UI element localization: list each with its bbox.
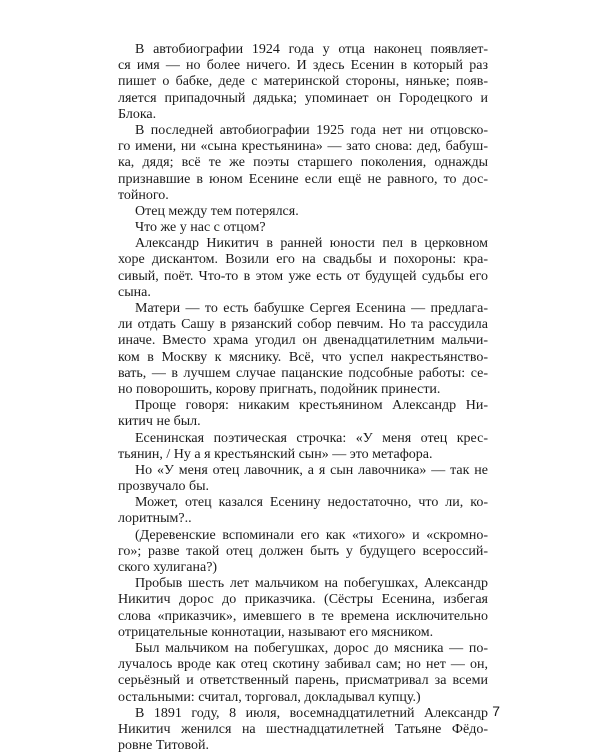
text-line: Александр Никитич в ранней юности пел в церковном xyxy=(135,236,488,252)
text-line: но поворошить, корову пригнать, подойник принести. xyxy=(118,381,441,397)
text-line: ком в Москву к мяснику. Всё, что успел накрестьянство- xyxy=(118,349,488,365)
text-line: (Деревенские вспоминали его как «тихого» и «скромно- xyxy=(135,527,488,543)
text-line: ровне Титовой. xyxy=(118,738,209,754)
text-line: го»; разве такой отец должен быть у будущего всероссий- xyxy=(118,543,488,559)
text-line: го имени, ни «сына крестьянина» — зато снова: дед, бабуш- xyxy=(118,139,488,155)
text-line: пишет о бабке, деде с материнской стороны, няньке; появ- xyxy=(118,74,488,90)
text-line: Никитич женился на шестнадцатилетней Татьяне Фёдо- xyxy=(118,721,488,737)
text-line: Проще говоря: никаким крестьянином Александр Ни- xyxy=(135,398,488,414)
text-line: ся имя — но более ничего. И здесь Есенин в который раз xyxy=(118,58,488,74)
text-line: Что же у нас с отцом? xyxy=(135,220,266,236)
text-line: тьянин, / Ну а я крестьянский сын» — это метафора. xyxy=(118,446,433,462)
text-line: Пробыв шесть лет мальчиком на побегушках, Александр xyxy=(135,576,488,592)
text-line: остальными: считал, торговал, докладывал купцу.) xyxy=(118,689,421,705)
text-line: хоре дискантом. Возили его на свадьбы и похороны: кра- xyxy=(118,252,488,268)
text-line: Может, отец казался Есенину недостаточно, что ли, ко- xyxy=(135,495,488,511)
text-line: признавшие в юном Есенине если ещё не равного, то дос- xyxy=(118,171,488,187)
text-line: китич не был. xyxy=(118,414,201,430)
text-line: тойного. xyxy=(118,187,169,203)
text-line: ли отдать Сашу в рязанский собор певчим. Но та рассудила xyxy=(118,317,488,333)
text-line: ка, дядя; всё те же поэты старшего поколения, однажды xyxy=(118,155,488,171)
text-line: В последней автобиографии 1925 года нет ни отцовско- xyxy=(135,122,488,138)
text-line: Блока. xyxy=(118,106,157,122)
body-text xyxy=(118,42,488,754)
text-line: вать, — в лучшем случае пацанские подсобные работы: се- xyxy=(118,365,488,381)
text-line: ского хулигана?) xyxy=(118,560,218,575)
text-line: Матери — то есть бабушке Сергея Есенина — предлага- xyxy=(135,301,488,316)
text-line: отрицательные коннотации, называют его мясником. xyxy=(118,624,434,640)
text-line: прозвучало бы. xyxy=(118,479,210,495)
text-line: серьёзный и ответственный парень, присматривал за всеми xyxy=(118,673,488,689)
text-line: ляется припадочный дядька; упоминает он Городецкого и xyxy=(118,90,488,106)
text-line: В 1891 году, 8 июля, восемнадцатилетний Александр xyxy=(135,705,488,721)
text-line: лоритным?.. xyxy=(118,511,192,527)
text-line: Есенинская поэтическая строчка: «У меня отец крес- xyxy=(135,430,488,446)
text-line: иначе. Вместо храма угодил он двенадцатилетним мальчи- xyxy=(118,333,488,349)
text-line: сына. xyxy=(118,284,151,300)
text-line: В автобиографии 1924 года у отца наконец появляет- xyxy=(135,42,488,57)
text-line: Но «У меня отец лавочник, а я сын лавочника» — так не xyxy=(135,462,488,478)
text-line: Никитич дорос до приказчика. (Сёстры Есенина, избегая xyxy=(118,592,488,608)
text-line: лучалось вроде как отец скотину забивал сам; но нет — он, xyxy=(118,657,488,673)
text-line: сивый, поёт. Что-то в этом уже есть от будущей судьбы его xyxy=(118,268,488,284)
text-line: Отец между тем потерялся. xyxy=(135,203,299,219)
page-number: 7 xyxy=(492,703,500,719)
text-line: слова «приказчик», имевшего в те времена исключительно xyxy=(118,608,488,624)
text-line: Был мальчиком на побегушках, дорос до мясника — по- xyxy=(135,640,488,656)
